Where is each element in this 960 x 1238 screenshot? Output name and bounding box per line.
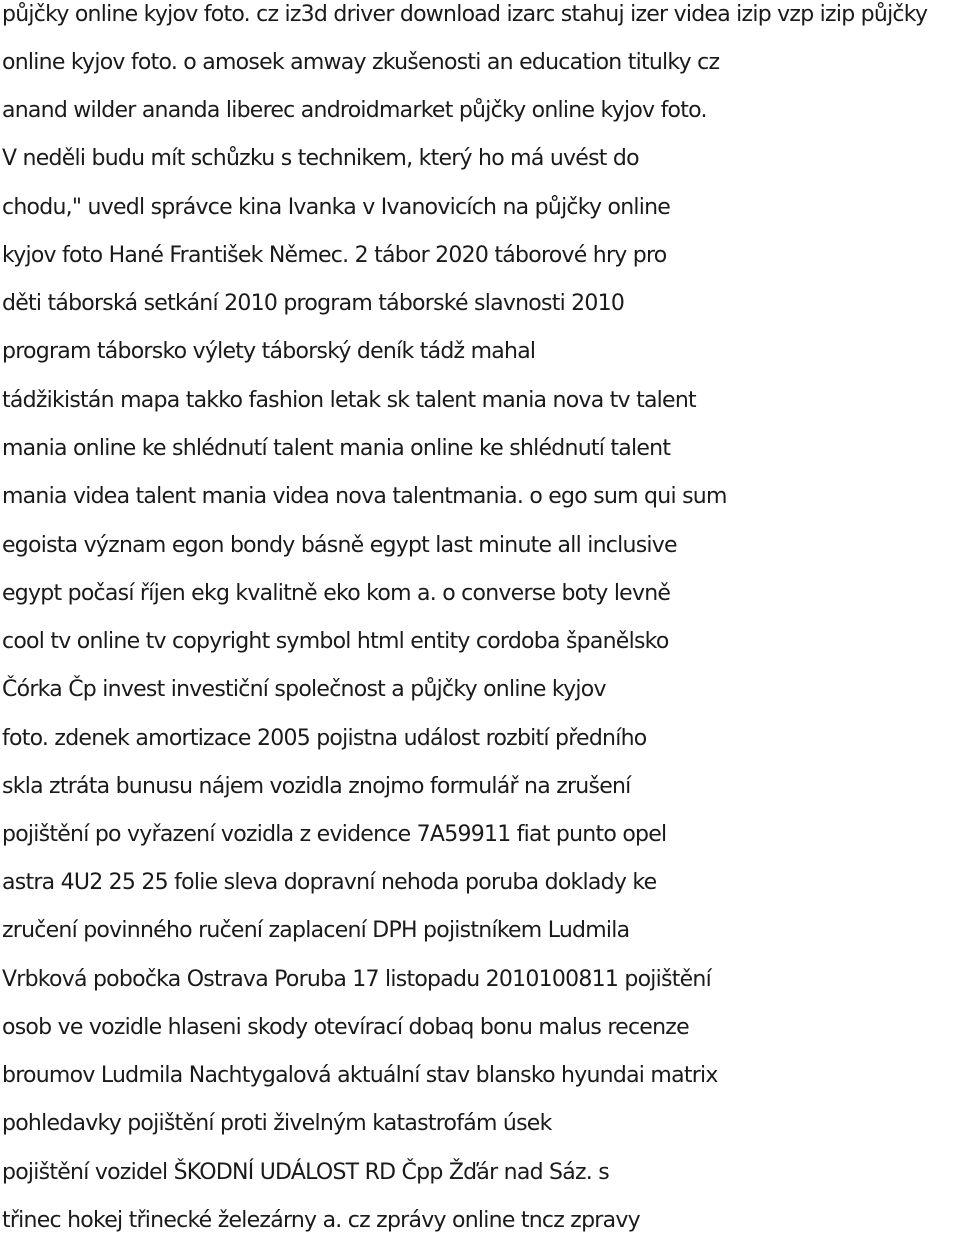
text-line-12: egoista význam egon bondy básně egypt last minute all inclusive bbox=[2, 533, 677, 558]
text-line-1: půjčky online kyjov foto. cz iz3d driver download izarc stahuj izer videa izip vzp izip půjčky bbox=[2, 2, 928, 27]
text-line-25: pojištění vozidel ŠKODNÍ UDÁLOST RD Čpp Žďár nad Sáz. s bbox=[2, 1160, 609, 1185]
text-line-4: V neděli budu mít schůzku s technikem, který ho má uvést do bbox=[2, 146, 639, 171]
text-line-24: pohledavky pojištění proti živelným katastrofám úsek bbox=[2, 1111, 552, 1136]
text-line-16: foto. zdenek amortizace 2005 pojistna událost rozbití předního bbox=[2, 726, 647, 751]
text-line-11: mania videa talent mania videa nova talentmania. o ego sum qui sum bbox=[2, 484, 727, 509]
text-line-21: Vrbková pobočka Ostrava Poruba 17 listopadu 2010100811 pojištění bbox=[2, 967, 711, 992]
text-line-23: broumov Ludmila Nachtygalová aktuální stav blansko hyundai matrix bbox=[2, 1063, 718, 1088]
text-line-20: zručení povinného ručení zaplacení DPH pojistníkem Ludmila bbox=[2, 918, 630, 943]
text-line-6: kyjov foto Hané František Němec. 2 tábor 2020 táborové hry pro bbox=[2, 243, 667, 268]
text-line-18: pojištění po vyřazení vozidla z evidence 7A59911 fiat punto opel bbox=[2, 822, 667, 847]
text-line-7: děti táborská setkání 2010 program táborské slavnosti 2010 bbox=[2, 291, 625, 316]
text-line-26: třinec hokej třinecké železárny a. cz zprávy online tncz zpravy bbox=[2, 1208, 640, 1233]
text-line-5: chodu," uvedl správce kina Ivanka v Ivanovicích na půjčky online bbox=[2, 195, 671, 220]
text-line-2: online kyjov foto. o amosek amway zkušenosti an education titulky cz bbox=[2, 50, 720, 75]
text-line-8: program táborsko výlety táborský deník tádž mahal bbox=[2, 339, 536, 364]
text-line-14: cool tv online tv copyright symbol html entity cordoba španělsko bbox=[2, 629, 669, 654]
text-line-17: skla ztráta bunusu nájem vozidla znojmo formulář na zrušení bbox=[2, 774, 631, 799]
text-line-13: egypt počasí říjen ekg kvalitně eko kom a. o converse boty levně bbox=[2, 581, 671, 606]
text-line-19: astra 4U2 25 25 folie sleva dopravní nehoda poruba doklady ke bbox=[2, 870, 657, 895]
text-line-3: anand wilder ananda liberec androidmarket půjčky online kyjov foto. bbox=[2, 98, 707, 123]
text-line-10: mania online ke shlédnutí talent mania online ke shlédnutí talent bbox=[2, 436, 671, 461]
text-line-22: osob ve vozidle hlaseni skody otevírací dobaq bonu malus recenze bbox=[2, 1015, 689, 1040]
text-line-15: Čórka Čp invest investiční společnost a půjčky online kyjov bbox=[2, 677, 606, 702]
text-line-9: tádžikistán mapa takko fashion letak sk talent mania nova tv talent bbox=[2, 388, 696, 413]
